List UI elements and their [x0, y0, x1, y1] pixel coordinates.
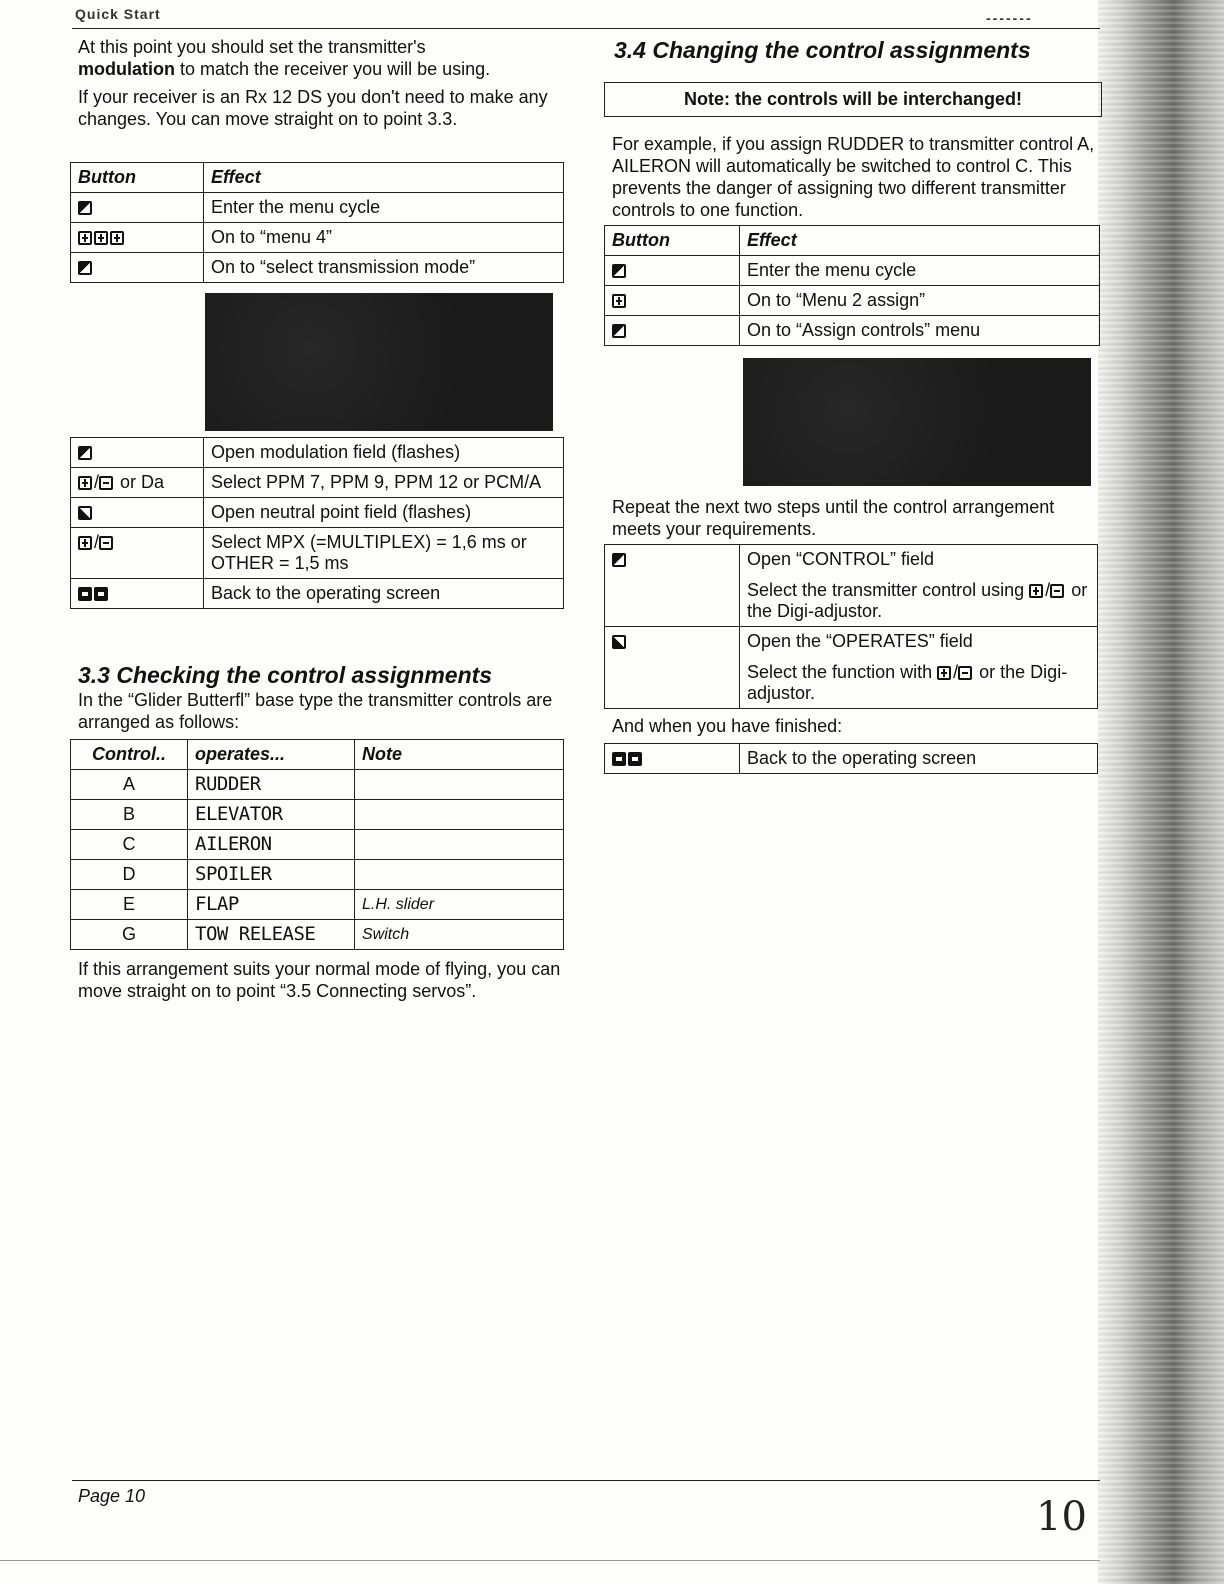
table-row: On to “menu 4”: [71, 223, 564, 253]
intro-paragraph-1: At this point you should set the transmitter's modulation to match the receiver you will be using.: [78, 37, 491, 79]
enter-key-icon: [78, 446, 92, 460]
column-header-control: Control..: [71, 740, 188, 770]
table-header-row: [71, 740, 564, 770]
minus-key-icon: [1050, 584, 1064, 598]
table-row: E FLAP L.H. slider: [71, 890, 564, 920]
table-row: On to “Assign controls” menu: [605, 316, 1100, 346]
table-row: B ELEVATOR: [71, 800, 564, 830]
plus-key-icon: [94, 231, 108, 245]
scanned-page-edge: [1098, 0, 1224, 1584]
table-row: Open “CONTROL” field Select the transmitter control using / or the Digi-adjustor.: [605, 545, 1098, 627]
footer-rule: [72, 1480, 1100, 1481]
column-header-operates: operates...: [188, 740, 355, 770]
exit-key-icon: [628, 752, 642, 766]
intro-paragraph-2: If your receiver is an Rx 12 DS you don't need to make any changes. You can move straight on to point 3.3.: [78, 87, 548, 129]
section-3-4-intro: For example, if you assign RUDDER to transmitter control A, AILERON will automatically be switched to control C. This prevents the danger of assigning two different transmitter controls to one function.: [612, 134, 1095, 220]
page-number-label: Page 10: [78, 1486, 146, 1506]
table-row: Open neutral point field (flashes): [71, 498, 564, 528]
enter-key-icon: [612, 553, 626, 567]
repeat-instruction: Repeat the next two steps until the control arrangement meets your requirements.: [612, 497, 1055, 539]
plus-key-icon: [78, 536, 92, 550]
control-assignment-table: [70, 739, 564, 950]
section-3-3-text: In the “Glider Butterfl” base type the transmitter controls are arranged as follows:: [78, 690, 553, 732]
table-row: Enter the menu cycle: [71, 193, 564, 223]
column-header-button: Button: [605, 226, 740, 256]
enter2-key-icon: [78, 506, 92, 520]
plus-key-icon: [78, 476, 92, 490]
section-3-4-title: 3.4 Changing the control assignments: [614, 37, 1031, 63]
plus-key-icon: [78, 231, 92, 245]
column-header-effect: Effect: [740, 226, 1100, 256]
enter-key-icon: [612, 324, 626, 338]
table-row: / or Da Select PPM 7, PPM 9, PPM 12 or PCM/A: [71, 468, 564, 498]
lcd-screenshot-assign-controls: [743, 358, 1091, 486]
minus-key-icon: [99, 476, 113, 490]
running-header: Quick Start: [75, 6, 161, 22]
table-row: On to “Menu 2 assign”: [605, 286, 1100, 316]
table-row: Back to the operating screen: [605, 744, 1098, 774]
plus-key-icon: [937, 666, 951, 680]
handwritten-page-number: 10: [1036, 1494, 1087, 1540]
table-row: On to “select transmission mode”: [71, 253, 564, 283]
table-row: / Select MPX (=MULTIPLEX) = 1,6 ms or OTHER = 1,5 ms: [71, 528, 564, 579]
column-header-effect: Effect: [204, 163, 564, 193]
plus-key-icon: [612, 294, 626, 308]
table-row: Open the “OPERATES” field Select the function with / or the Digi-adjustor.: [605, 627, 1098, 709]
table-row: Open modulation field (flashes): [71, 438, 564, 468]
left-column: [78, 36, 564, 1002]
lcd-screenshot-transmission-mode: [205, 293, 553, 431]
table-row: A RUDDER: [71, 770, 564, 800]
finished-instruction: And when you have finished:: [612, 716, 843, 736]
assign-menu-steps-table: [604, 225, 1100, 346]
table-header-row: [71, 163, 564, 193]
minus-key-icon: [99, 536, 113, 550]
enter-key-icon: [612, 264, 626, 278]
enter2-key-icon: [612, 635, 626, 649]
exit-key-icon: [78, 587, 92, 601]
column-header-button: Button: [71, 163, 204, 193]
plus-key-icon: [1029, 584, 1043, 598]
outro-paragraph: If this arrangement suits your normal mode of flying, you can move straight on to point “3.5 Connecting servos”.: [78, 959, 561, 1001]
table-row: D SPOILER: [71, 860, 564, 890]
menu-steps-table-1: [70, 162, 564, 283]
table-row: Back to the operating screen: [71, 579, 564, 609]
bottom-edge-rule: [0, 1560, 1100, 1561]
enter-key-icon: [78, 261, 92, 275]
header-rule: [72, 28, 1100, 29]
plus-key-icon: [110, 231, 124, 245]
exit-step-table: [604, 743, 1098, 774]
menu-steps-table-2: [70, 437, 564, 609]
table-row: Enter the menu cycle: [605, 256, 1100, 286]
section-3-3-title: 3.3 Checking the control assignments: [78, 662, 493, 688]
header-right-mark: -------: [986, 10, 1033, 26]
table-row: C AILERON: [71, 830, 564, 860]
assignment-steps-table: [604, 544, 1098, 709]
exit-key-icon: [612, 752, 626, 766]
column-header-note: Note: [355, 740, 564, 770]
right-column: [604, 36, 1100, 774]
minus-key-icon: [958, 666, 972, 680]
table-header-row: [605, 226, 1100, 256]
warning-note-box: Note: the controls will be interchanged!: [604, 82, 1102, 117]
enter-key-icon: [78, 201, 92, 215]
table-row: G TOW RELEASE Switch: [71, 920, 564, 950]
exit-key-icon: [94, 587, 108, 601]
